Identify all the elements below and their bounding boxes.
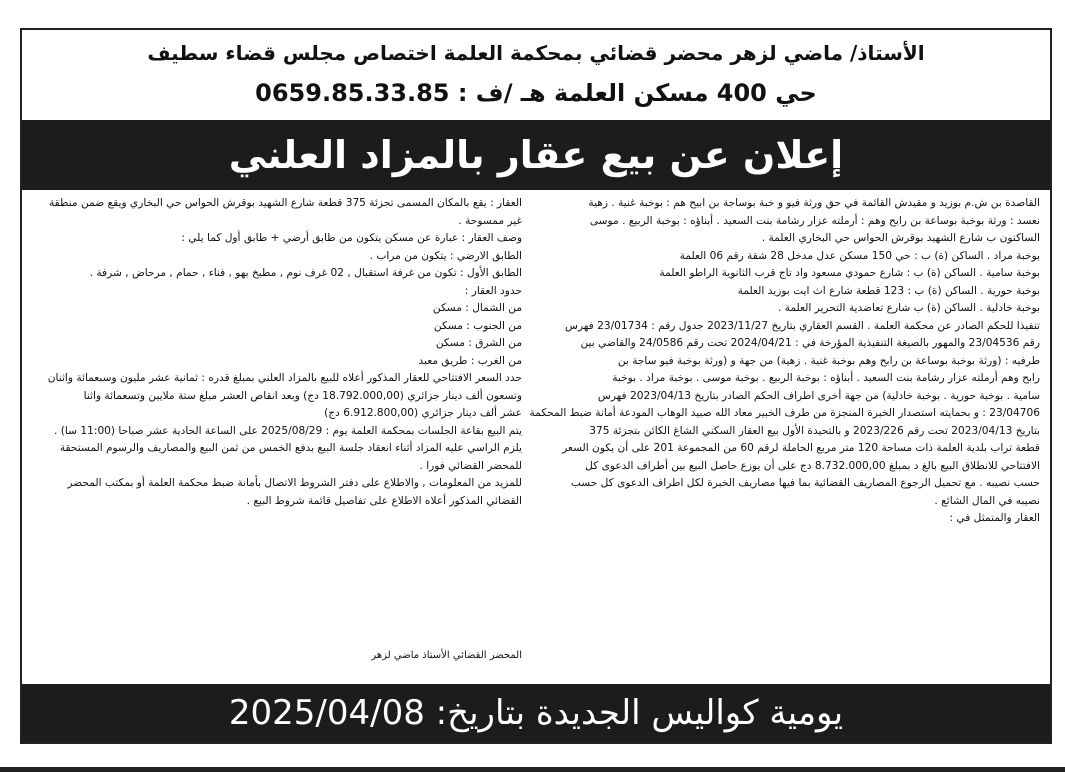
bottom-divider bbox=[0, 767, 1065, 772]
right-line: بتاريخ 2023/04/13 تحت رقم 2023/226 و بالتحيدة الأول بيع العقار السكني الشاغ الكائن بتجزئة 375 bbox=[589, 424, 1040, 437]
right-column bbox=[528, 195, 1040, 675]
left-line: حدود العقار : bbox=[464, 284, 522, 297]
right-line: قطعة تراب بلدية العلمة ذات مساحة 120 متر مربع الحاملة لرقم 60 من المجموعة 201 على أن يكون السعر bbox=[562, 442, 1040, 454]
left-line: من الشمال : مسكن bbox=[432, 302, 522, 314]
notice-header bbox=[22, 30, 1050, 118]
right-line: بوخبة سامية . الساكن (ة) ب : شارع حمودي مسعود واد تاج قرب الثانوية الراطو العلمة bbox=[659, 267, 1040, 279]
left-line: يلزم الراسي عليه المزاد أثناء انعقاد جلسة البيع بدفع الخمس من ثمن البيع والمصاريف والرسوم المستحقة bbox=[59, 442, 522, 454]
left-line: للمزيد من المعلومات , والاطلاع على دفتر الشروط الاتصال بأمانة ضبط محكمة العلمة أو بمكتب المحضر bbox=[67, 477, 522, 489]
title-band bbox=[22, 120, 1050, 190]
right-line: بوخبة خادلية . الساكن (ة) ب شارع تعاضدية التحرير العلمة . bbox=[777, 302, 1040, 314]
bailiff-address-line: حي 400 مسكن العلمة هـ /ف : 0659.85.33.85 bbox=[255, 79, 817, 107]
right-line: القاصدة بن ش.م بوزيد و مقيدش القائمة في حق ورثة فيو و خبة بوساجة بن ابيح هم : بوخبة غنية . زهية bbox=[588, 197, 1040, 209]
right-line: سامية . بوخبة حورية . بوخبة خادلية) من جهة أخرى اطراف الحكم الصادر بتاريخ 2023/04/13 فهرس bbox=[597, 389, 1040, 402]
notice-title: إعلان عن بيع عقار بالمزاد العلني bbox=[228, 133, 844, 177]
left-line: القضائي المذكور أعلاه الاطلاع على تفاصيل قائمة شروط البيع . bbox=[246, 494, 522, 507]
right-line: الساكنون ب شارع الشهيد بوقرش الحواس حي البخاري العلمة . bbox=[761, 232, 1040, 244]
right-line: حسب نصيبه . مع تحميل الرجوع المصاريف القضائية بما فيها مصاريف الخبرة لكل اطراف الدعوى كل حسب bbox=[570, 477, 1040, 489]
right-line: الافتتاحي للانطلاق البيع بالغ د بمبلغ 8.732.000,00 دج على أن يوزع حاصل البيع بين أطراف الدعوى كل bbox=[585, 459, 1040, 472]
bailiff-name-line: الأستاذ/ ماضي لزهر محضر قضائي بمحكمة العلمة اختصاص مجلس قضاء سطيف bbox=[147, 41, 925, 65]
right-line: رقم 23/04536 والمهور بالصيغة التنفيذية المؤرخة في : 2024/04/21 تحت رقم 24/0586 والقاضي بين bbox=[580, 337, 1040, 349]
bailiff-signature: المحضر القضائي الأستاذ ماضي لزهر bbox=[371, 650, 522, 661]
right-line: العقار والمتمثل في : bbox=[949, 512, 1040, 524]
left-line: يتم البيع بقاعة الجلسات بمحكمة العلمة يوم : 2025/08/29 على الساعة الحادية عشر صباحا (11:00 سا) . bbox=[54, 424, 522, 437]
right-line: طرفيه : (ورثة بوخبة بوساعة بن رابح وهم بوخبة غنية . زهية) من جهة و (ورثة بوخبة فيو ساجة بن bbox=[617, 354, 1040, 367]
right-line: بوخبة حورية . الساكن (ة) ب : 123 قطعة شارع اث ايت بوزيد العلمة bbox=[737, 284, 1040, 297]
notice-body bbox=[22, 195, 1050, 675]
right-line: بوخبة مراد . الساكن (ة) ب : حي 150 مسكن عدل مدخل 28 شقة رقم 06 العلمة bbox=[679, 249, 1040, 262]
right-line: نعسد : ورثة بوخبة بوساعة بن رابح وهم : أرملته عزار رشامة بنت السعيد . أبناؤه : بوخبة الربيع . موسى bbox=[589, 214, 1040, 227]
left-line: وصف العقار : عبارة عن مسكن يتكون من طابق أرضي + طابق أول كما يلي : bbox=[181, 232, 522, 244]
right-line: 23/04706 : و بحمايته استصدار الخبرة المنجزة من طرف الخبير معاد الله صبيد الوهاب المودعة أمانة ضبط المحكمة bbox=[529, 407, 1040, 419]
left-line: غير ممسوحة . bbox=[458, 214, 522, 227]
left-line: للمحضر القضائي فورا . bbox=[419, 459, 522, 472]
left-line: من الغرب : طريق معبد bbox=[418, 354, 522, 367]
left-line: عشر ألف دينار جزائري (6.912.800,00 دج) bbox=[324, 407, 522, 419]
left-line: من الشرق : مسكن bbox=[435, 337, 522, 349]
left-line: من الجنوب : مسكن bbox=[433, 319, 522, 332]
left-line: العقار : يقع بالمكان المسمى تجزئة 375 قطعة شارع الشهيد بوقرش الحواس حي البخاري ويقع ضمن منطقة bbox=[48, 197, 522, 209]
left-column bbox=[32, 195, 522, 675]
legal-notice-frame bbox=[20, 28, 1052, 744]
right-line: رابح وهم أرملته عزار رشامة بنت السعيد . أبناؤه : بوخبة الربيع . بوخبة موسى . بوخبة مراد . بوخبة bbox=[612, 372, 1040, 384]
publication-date-text: يومية كواليس الجديدة بتاريخ: 2025/04/08 bbox=[228, 693, 844, 733]
right-line: نصيبه في المال الشائع . bbox=[934, 494, 1040, 507]
publication-footer bbox=[22, 684, 1050, 742]
left-line: الطابق الارضي : يتكون من مراب . bbox=[369, 249, 522, 262]
left-line: وتسعون ألف دينار جزائري (18.792.000,00 دج) وبعد انقاص العشر مبلغ ستة ملايين وتسعمائة واثنا bbox=[83, 389, 522, 402]
right-line: تنفيذا للحكم الصادر عن محكمة العلمة . القسم العقاري بتاريخ 2023/11/27 جدول رقم : 23/01734 فهرس bbox=[565, 319, 1040, 332]
left-line: حدد السعر الافتتاحي للعقار المذكور أعلاه للبيع بالمزاد العلني بمبلغ قدره : ثمانية عشر مليون وسبعمائة واثنان bbox=[47, 372, 522, 384]
left-line: الطابق الأول : تكون من غرفة استقبال , 02 غرف نوم , مطبخ بهو , فناء , حمام , مرحاض , شرفة . bbox=[89, 267, 522, 279]
